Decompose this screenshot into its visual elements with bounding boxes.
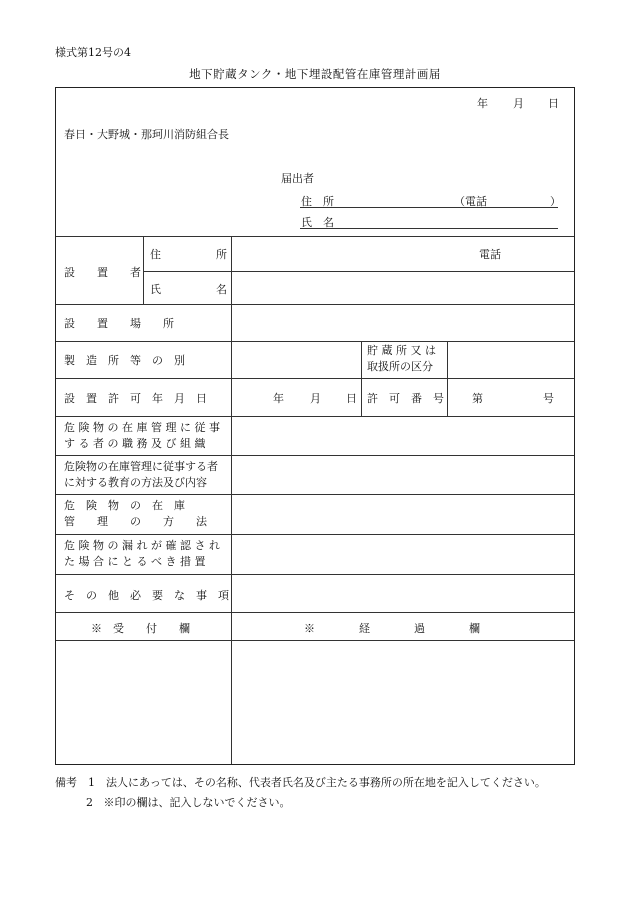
staff-line1: 危 険 物 の 在 庫 管 理 に 従 事 — [64, 421, 220, 434]
education-line2: に対する教育の方法及び内容 — [64, 476, 207, 489]
method-line2: 管 理 の 方 法 — [64, 515, 207, 528]
row-line — [56, 455, 574, 456]
date-year-label: 年 — [477, 97, 488, 110]
permit-date-label: 設 置 許 可 年 月 日 — [64, 392, 207, 405]
permit-day: 日 — [346, 392, 357, 405]
permit-month: 月 — [310, 392, 321, 405]
method-label — [64, 498, 207, 530]
date-month-label: 月 — [513, 97, 524, 110]
column-line — [143, 236, 144, 304]
reception-header: ※ 受 付 欄 — [91, 622, 190, 635]
notes-label: 備考 — [55, 776, 77, 789]
staff-line2: す る 者 の 職 務 及 び 組 織 — [64, 437, 206, 450]
applicant-phone-open: （電話 — [454, 195, 487, 208]
leak-label — [64, 538, 220, 570]
permit-number-prefix: 第 — [472, 392, 483, 405]
address-underline — [300, 207, 558, 208]
note-2-number: 2 — [86, 796, 93, 809]
row-line — [56, 612, 574, 613]
other-label: そ の 他 必 要 な 事 項 — [64, 589, 229, 602]
form-number: 様式第12号の4 — [55, 46, 131, 59]
leak-line1: 危 険 物 の 漏 れ が 確 認 さ れ — [64, 539, 220, 552]
row-line — [56, 574, 574, 575]
row-line — [56, 494, 574, 495]
permit-number-label: 許 可 番 号 — [367, 392, 444, 405]
applicant-address-label: 住 所 — [301, 195, 334, 208]
column-line — [231, 236, 232, 764]
addressee: 春日・大野城・那珂川消防組合長 — [64, 128, 229, 141]
row-line — [56, 304, 574, 305]
installer-phone-label: 電話 — [479, 248, 501, 261]
permit-number-suffix: 号 — [543, 392, 554, 405]
applicant-name-label: 氏 名 — [301, 216, 334, 229]
storage-class-line1: 貯 蔵 所 又 は — [367, 344, 436, 357]
row-line — [56, 416, 574, 417]
staff-label — [64, 420, 220, 452]
row-line — [56, 534, 574, 535]
column-line — [361, 341, 362, 416]
permit-year: 年 — [273, 392, 284, 405]
facility-type-label: 製 造 所 等 の 別 — [64, 354, 185, 367]
name-underline — [300, 228, 558, 229]
column-line — [447, 341, 448, 416]
installer-address-label: 住 所 — [150, 248, 227, 261]
education-label — [64, 459, 218, 491]
note-2-text: ※印の欄は、記入しないでください。 — [103, 796, 291, 809]
form-frame — [55, 87, 575, 765]
leak-line2: た 場 合 に と る べ き 措 置 — [64, 555, 206, 568]
education-line1: 危険物の在庫管理に従事する者 — [64, 460, 218, 473]
applicant-phone-close: ） — [550, 195, 561, 208]
location-label: 設 置 場 所 — [64, 317, 174, 330]
applicant-label: 届出者 — [281, 172, 314, 185]
row-line — [56, 236, 574, 237]
date-day-label: 日 — [548, 97, 559, 110]
row-line — [56, 378, 574, 379]
installer-label: 設 置 者 — [64, 266, 141, 279]
note-1 — [55, 774, 546, 790]
row-line — [56, 640, 574, 641]
progress-header: ※ 経 過 欄 — [304, 622, 480, 635]
storage-class-line2: 取扱所の区分 — [367, 360, 433, 373]
note-2 — [86, 794, 291, 810]
installer-name-label: 氏 名 — [150, 283, 227, 296]
method-line1: 危 険 物 の 在 庫 — [64, 499, 185, 512]
row-line — [56, 341, 574, 342]
note-1-number: 1 — [88, 776, 95, 789]
storage-class-label — [367, 343, 436, 375]
row-line — [143, 271, 574, 272]
document-title: 地下貯蔵タンク・地下埋設配管在庫管理計画届 — [189, 67, 441, 81]
note-1-text: 法人にあっては、その名称、代表者氏名及び主たる事務所の所在地を記入してください。 — [106, 776, 546, 789]
